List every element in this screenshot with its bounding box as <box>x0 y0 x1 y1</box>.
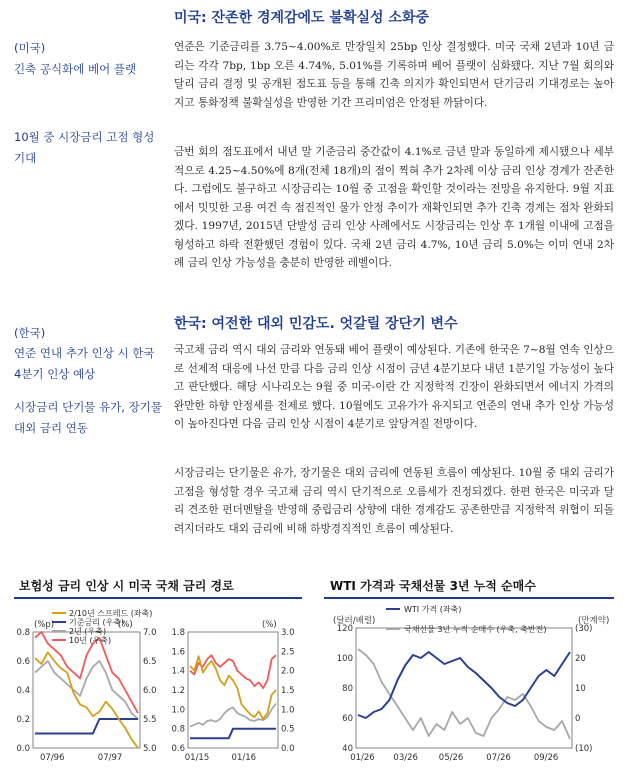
x-tick-label: 03/26 <box>393 753 418 763</box>
x-tick-label: 05/26 <box>438 753 464 763</box>
y-right-tick-label: 0 <box>575 714 581 724</box>
y-left-tick-label: 60 <box>342 714 353 724</box>
side-note-kr-label: (한국) <box>14 326 46 340</box>
plot-frame <box>356 628 572 748</box>
y-left-tick-label: 0.6 <box>16 657 30 667</box>
y-left-tick-label: 1.6 <box>171 647 185 658</box>
y-right-unit: (%) <box>118 620 133 630</box>
legend-label: 2년 (우축) <box>69 627 107 636</box>
side-note-us-2: 10월 중 시장금리 고점 형성 기대 <box>14 130 155 165</box>
series-line <box>35 719 138 734</box>
paragraph-us-1: 연준은 기준금리를 3.75~4.00%로 만장일치 25bp 인상 결정했다. 미국 국채 2년과 10년 금리는 각각 7bp, 1bp 오른 4.74%, 5.01%를 기록하며 베어 플랫이 심화됐다. 지난 7월 회의와 달리 금리 결정 및 공개된 점도표 등을 통해 긴축 의지가 확인되면서 단기금리 기대경로는 높아지고 통화정책 불확실성을 반영한 기간 프리미엄은 안정된 까닭이다. <box>174 41 614 109</box>
y-left-tick-label: 0.6 <box>171 744 185 754</box>
charts-canvas <box>0 600 626 770</box>
x-tick-label: 07/26 <box>486 753 511 763</box>
paragraph-kr-2: 시장금리는 단기물은 유가, 장기물은 대외 금리에 연동된 흐름이 예상된다. 10월 중 대외 금리가 고점을 형성할 경우 국고채 금리 역시 단기적으로 오름세가 진정되겠다. 한편 한국은 미국과 달리 견조한 펀더멘탈을 반영해 중립금리 상향에 대한 경계감도 공존한만큼 지정학적 위협이 되돌려지더라도 대외 금리에 비해 하방경직적인 흐름이 예상된다. <box>174 467 614 535</box>
paragraph-kr-1: 국고채 금리 역시 대외 금리와 연동돼 베어 플랫이 예상된다. 기존에 한국은 7~8월 연속 인상으로 선제적 대응에 나선 만큼 다음 금리 인상 시점이 금년 4분기보다 내년 1분기일 가능성이 높다고 판단했다. 해당 시나리오는 9월 중 미국-이란 간 지정학적 긴장이 완화되면서 에너지 가격의 완만한 하향 안정세를 전제로 했다. 10월에도 고유가가 유지되고 연준의 연내 추가 인상 가능성이 높아진다면 다음 금리 인상 시점이 4분기로 앞당겨질 전망이다. <box>174 344 614 430</box>
series-line <box>190 729 276 739</box>
y-right-tick-label: (10) <box>575 744 593 754</box>
legend-label: 국채선물 3년 누적 순매수 (우축, 축반전) <box>404 625 547 634</box>
chart-title-rule-left <box>14 597 302 599</box>
series-line <box>358 652 570 718</box>
series-line <box>35 661 138 719</box>
section-heading-us: 미국: 잔존한 경계감에도 불확실성 소화중 <box>174 10 430 26</box>
y-right-tick-label: 2.0 <box>281 666 295 677</box>
y-right-tick-label: 6.0 <box>143 686 157 696</box>
x-tick-label: 01/26 <box>350 753 375 763</box>
x-tick-label: 07/97 <box>97 753 123 763</box>
y-right-tick-label: 5.5 <box>143 715 157 725</box>
section-heading-kr: 한국: 여전한 대외 민감도. 엇갈릴 장단기 변수 <box>174 316 458 332</box>
side-note-us-1: 긴축 공식화에 베어 플랫 <box>14 62 137 76</box>
y-left-tick-label: 0.8 <box>16 628 30 638</box>
y-left-unit: (달러/배럴) <box>333 616 376 626</box>
side-note-kr-1: 연준 연내 추가 인상 시 한국 4분기 인상 예상 <box>14 346 155 381</box>
y-left-tick-label: 0.0 <box>16 744 30 754</box>
y-left-tick-label: 0.4 <box>16 686 30 696</box>
y-right-tick-label: 5.0 <box>143 744 157 754</box>
x-tick-label: 09/26 <box>533 753 559 763</box>
y-right-tick-label: 20 <box>575 654 586 664</box>
y-right-tick-label: 1.5 <box>281 686 295 696</box>
y-right-tick-label: 6.5 <box>143 657 157 667</box>
series-line <box>190 704 276 727</box>
legend-label: WTI 가격 (좌축) <box>404 605 462 614</box>
y-right-unit: (만계약) <box>578 616 610 626</box>
y-right-tick-label: 7.0 <box>143 628 157 638</box>
y-right-unit: (%) <box>262 620 277 630</box>
y-left-tick-label: 100 <box>336 654 353 664</box>
y-right-tick-label: 2.5 <box>281 647 295 658</box>
y-left-tick-label: 1.4 <box>171 666 185 677</box>
y-right-tick-label: 3.0 <box>281 628 295 638</box>
y-left-tick-label: 0.8 <box>171 724 185 735</box>
y-left-tick-label: 1.0 <box>171 705 185 716</box>
y-left-tick-label: 40 <box>342 744 353 754</box>
y-left-tick-label: 120 <box>336 624 353 634</box>
y-right-tick-label: 0.0 <box>281 744 295 754</box>
side-note-us-label: (미국) <box>14 41 46 55</box>
y-left-tick-label: 1.8 <box>171 628 185 638</box>
y-right-tick-label: 10 <box>575 684 586 694</box>
y-left-unit: (%p) <box>34 620 55 630</box>
chart-title-right: WTI 가격과 국채선물 3년 누적 순매수 <box>330 579 536 593</box>
y-right-tick-label: 1.0 <box>281 705 295 716</box>
x-tick-label: 01/15 <box>184 753 210 763</box>
chart-title-rule-right <box>324 597 614 599</box>
y-right-tick-label: 0.5 <box>281 724 295 735</box>
x-tick-label: 07/96 <box>40 753 65 763</box>
plot-frame <box>33 632 140 748</box>
y-left-tick-label: 80 <box>342 684 353 694</box>
legend-label: 기준금리 (우축) <box>69 618 125 627</box>
legend-label: 2/10년 스프레드 (좌축) <box>69 609 153 618</box>
y-left-tick-label: 1.2 <box>171 686 185 696</box>
paragraph-us-2: 금번 회의 점도표에서 내년 말 기준금리 중간값이 4.1%로 금년 말과 동일하게 제시됐으나 세부적으로 4.25~4.50%에 8개(전체 18개)의 점이 찍혀 추가 2차례 이상 금리 인상 경계가 잔존한다. 그럼에도 불구하고 시장금리는 10월 중 고점을 확인할 것이라는 전망을 유지한다. 9월 지표에서 밋밋한 고용 여건 속 점진적인 물가 안정 추이가 재확인되면 추가 긴축 경계는 점차 완화되겠다. 1997년, 2015년 단발성 금리 인상 사례에서도 시장금리는 인상 후 1개월 이내에 고점을 형성하고 하락 전환했던 경험이 있다. 국채 2년 금리 4.7%, 10년 금리 5.0%는 이미 연내 2차례 금리 인상 가능성을 충분히 반영한 레벨이다. <box>174 146 614 269</box>
side-note-kr-2: 시장금리 단기물 유가, 장기물 대외 금리 연동 <box>14 400 162 435</box>
y-right-tick-label: (30) <box>575 624 593 634</box>
legend-label: 10년 (우축) <box>69 636 112 645</box>
x-tick-label: 01/16 <box>231 753 257 763</box>
chart-title-left: 보험성 금리 인상 시 미국 국채 금리 경로 <box>19 579 234 593</box>
y-left-tick-label: 0.2 <box>16 715 30 725</box>
